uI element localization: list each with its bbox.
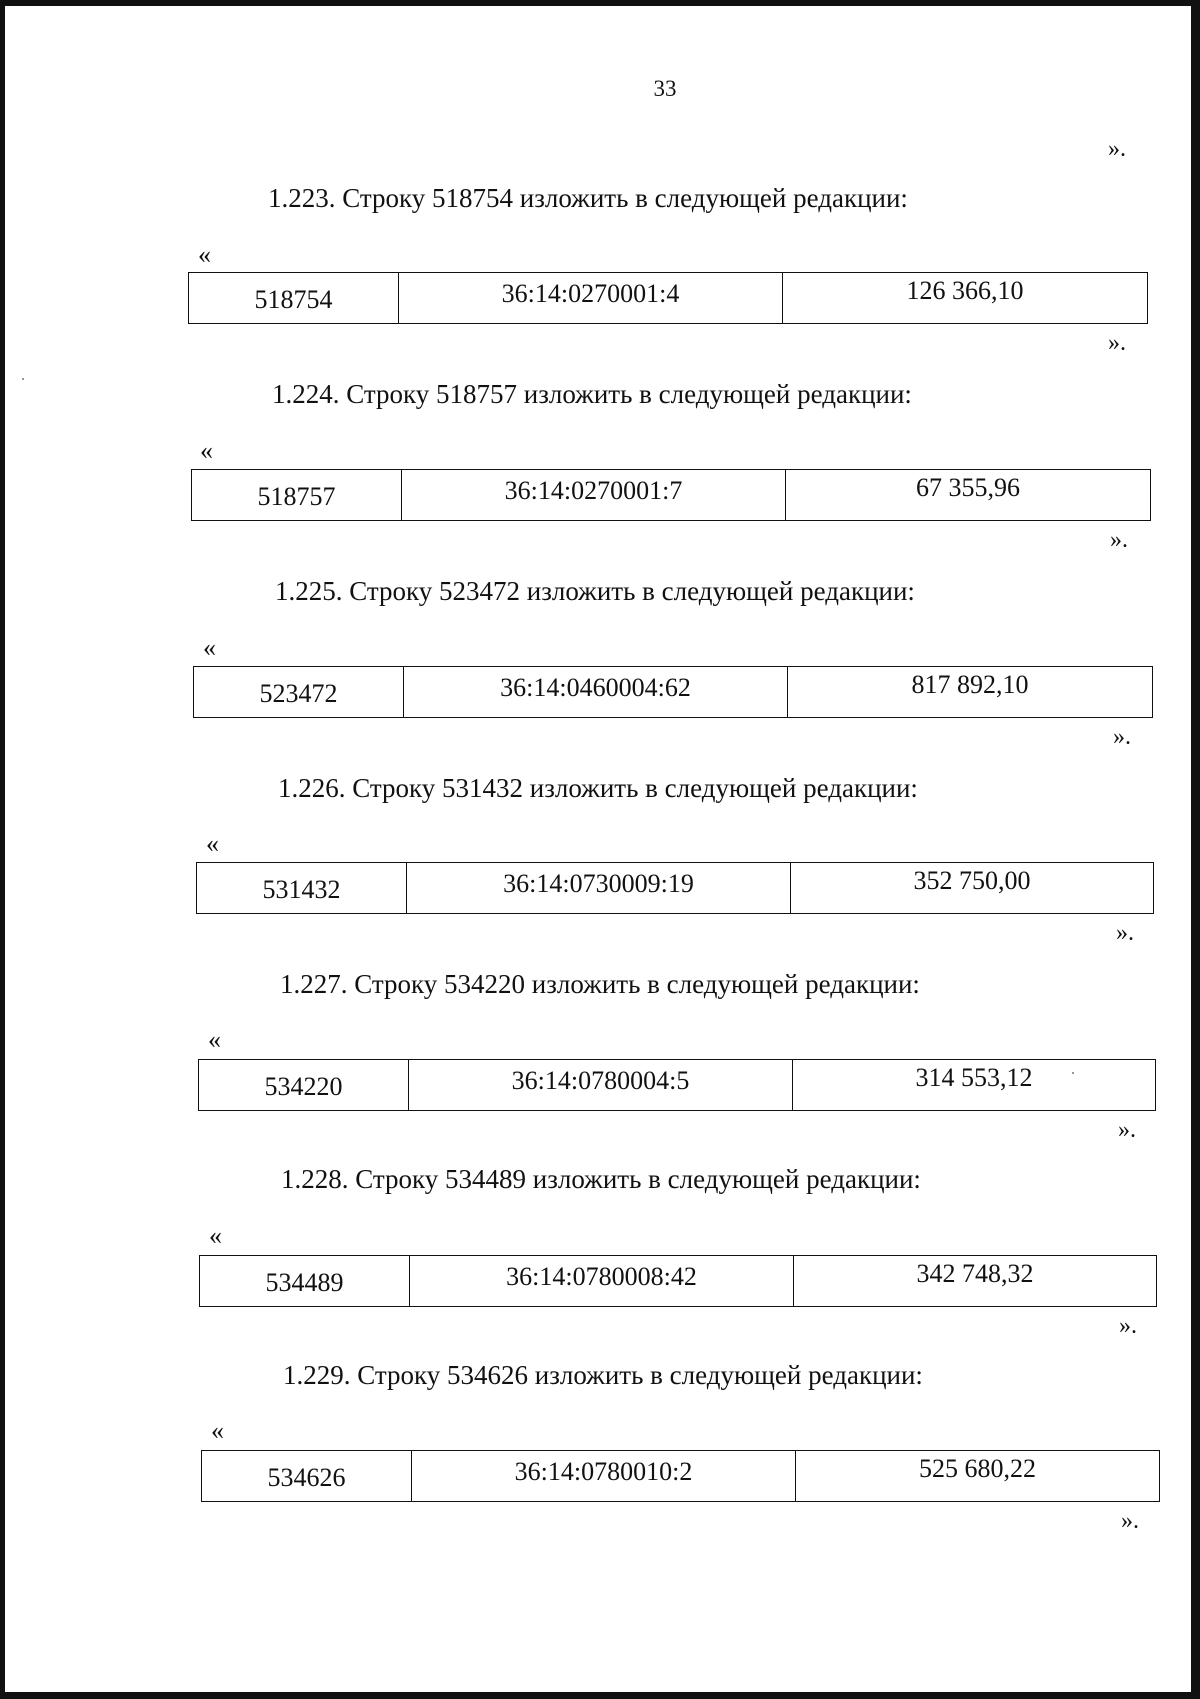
row-id-cell: 534626 [202,1451,412,1501]
opening-quote: « [208,1025,221,1054]
cadastral-value-cell: 67 355,96 [916,473,1020,502]
closing-quote: ». [1110,527,1128,553]
amendment-heading: 1.223. Строку 518754 изложить в следующей редакции: [268,183,908,213]
scan-speck [1072,1072,1074,1074]
cadastral-number-cell: 36:14:0460004:62 [404,667,788,717]
opening-quote: « [200,436,213,465]
closing-quote-previous: ». [1108,136,1126,162]
amendment-heading: 1.225. Строку 523472 изложить в следующей редакции: [275,576,915,606]
amendment-heading: 1.228. Строку 534489 изложить в следующей редакции: [281,1164,921,1194]
table-row [191,469,1151,521]
amendment-heading: 1.226. Строку 531432 изложить в следующей редакции: [278,773,918,803]
cadastral-number-cell: 36:14:0780010:2 [412,1451,796,1501]
cadastral-value-cell: 314 553,12 [915,1063,1033,1092]
closing-quote: ». [1108,330,1126,356]
page-number: 33 [653,76,677,101]
cadastral-number-cell: 36:14:0780004:5 [409,1060,793,1110]
cadastral-number-cell: 36:14:0780008:42 [410,1256,794,1306]
cadastral-value-cell: 352 750,00 [913,866,1031,895]
cadastral-value-cell: 126 366,10 [906,276,1024,305]
table-row [201,1450,1160,1502]
cadastral-value-cell: 525 680,22 [919,1454,1036,1483]
row-id-cell: 534489 [200,1256,410,1306]
cadastral-number-cell: 36:14:0270001:7 [402,470,786,520]
table-row [199,1255,1157,1307]
cadastral-value-cell: 817 892,10 [911,670,1029,699]
cadastral-number-cell: 36:14:0270001:4 [399,273,783,323]
closing-quote: ». [1116,920,1134,946]
opening-quote: « [198,240,211,269]
amendment-heading: 1.227. Строку 534220 изложить в следующей редакции: [280,969,920,999]
row-id-cell: 534220 [199,1060,409,1110]
closing-quote: ». [1118,1117,1136,1143]
table-row [193,666,1153,718]
closing-quote: ». [1113,724,1131,750]
table-row [198,1059,1156,1111]
opening-quote: « [203,633,216,662]
row-id-cell: 531432 [197,863,407,913]
row-id-cell: 518757 [192,470,402,520]
scan-speck [22,378,24,380]
opening-quote: « [206,829,219,858]
opening-quote: « [211,1416,224,1445]
cadastral-number-cell: 36:14:0730009:19 [407,863,791,913]
opening-quote: « [209,1221,222,1250]
closing-quote: ». [1119,1313,1137,1339]
amendment-heading: 1.224. Строку 518757 изложить в следующей редакции: [272,379,912,409]
row-id-cell: 518754 [189,273,399,323]
cadastral-value-cell: 342 748,32 [916,1259,1034,1288]
table-row [196,862,1154,914]
row-id-cell: 523472 [194,667,404,717]
table-row [188,272,1148,324]
closing-quote: ». [1121,1508,1139,1534]
amendment-heading: 1.229. Строку 534626 изложить в следующей редакции: [283,1360,923,1390]
